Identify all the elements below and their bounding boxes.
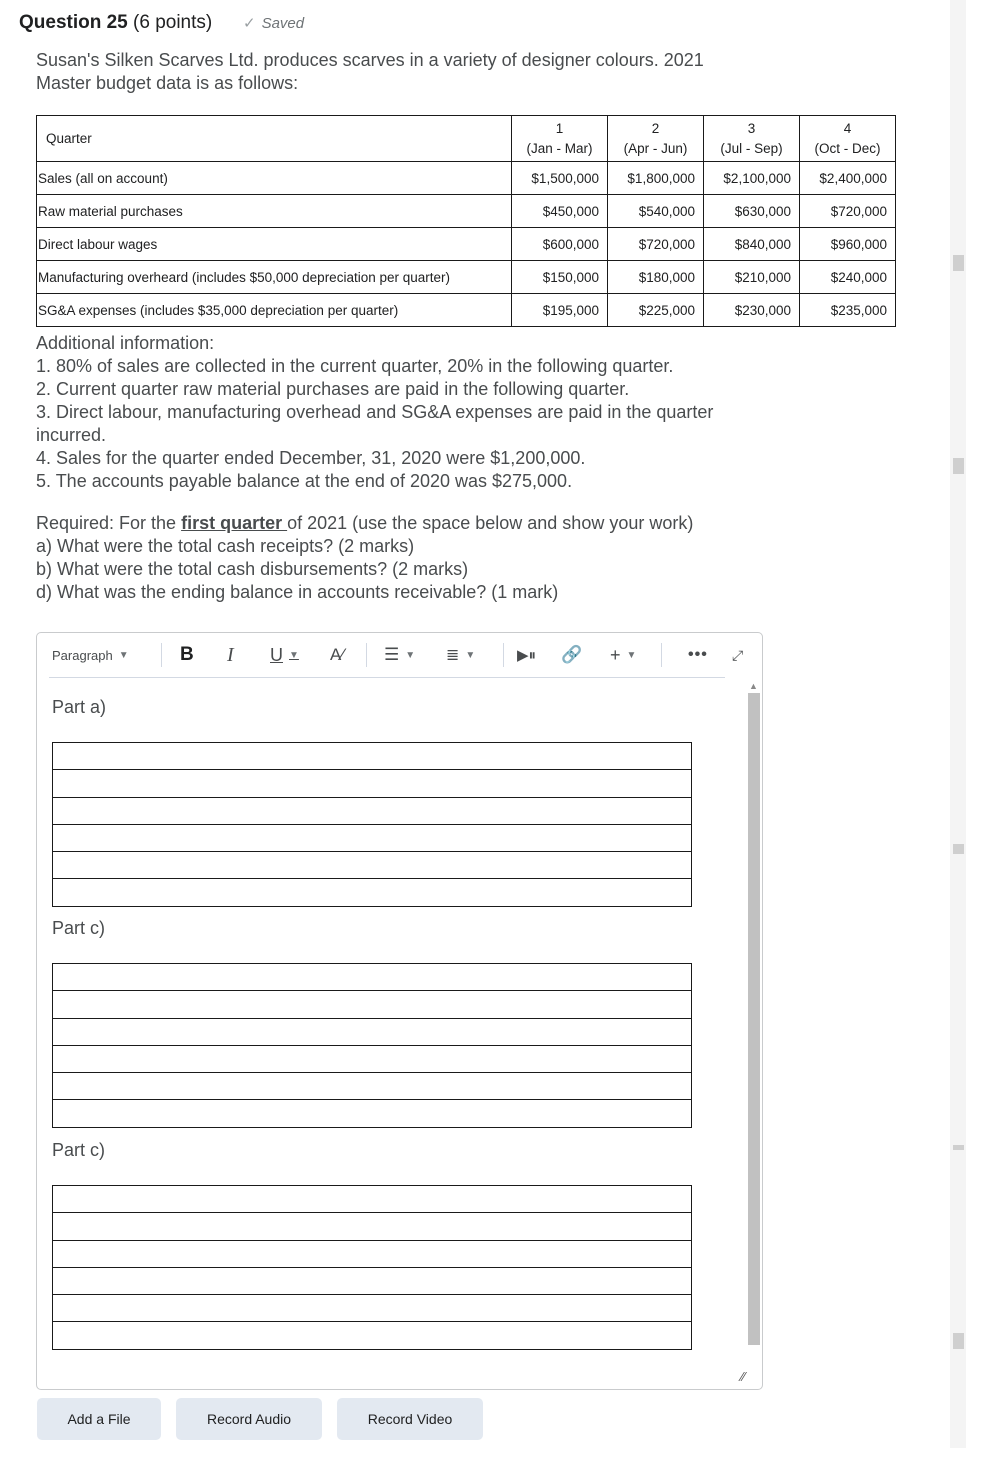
grid-cell[interactable] xyxy=(53,879,692,906)
cell-value: $1,500,000 xyxy=(512,162,608,195)
answer-grid-b[interactable] xyxy=(52,963,692,1128)
cell-value: $1,800,000 xyxy=(608,162,704,195)
header-q1: 1 (Jan - Mar) xyxy=(512,116,608,162)
scrollbar-thumb[interactable] xyxy=(748,693,760,1345)
additional-heading: Additional information: xyxy=(36,333,215,353)
editor-toolbar xyxy=(37,633,762,677)
additional-item: 3. Direct labour, manufacturing overhead and SG&A expenses are paid in the quarter incurred. xyxy=(36,402,714,445)
cell-value: $2,400,000 xyxy=(800,162,896,195)
additional-item: 5. The accounts payable balance at the end of 2020 was $275,000. xyxy=(36,471,573,491)
cell-value: $150,000 xyxy=(512,261,608,294)
answer-grid-c[interactable] xyxy=(52,1185,692,1350)
add-file-button[interactable]: Add a File xyxy=(37,1398,161,1440)
toolbar-divider xyxy=(161,643,162,667)
header-q2: 2 (Apr - Jun) xyxy=(608,116,704,162)
editor-scrollbar[interactable] xyxy=(746,681,762,1366)
saved-label: Saved xyxy=(261,15,305,32)
gutter-marker xyxy=(953,255,964,271)
cell-value: $840,000 xyxy=(704,228,800,261)
resize-handle-icon[interactable]: ⁄⁄ xyxy=(741,1369,746,1384)
header-q4: 4 (Oct - Dec) xyxy=(800,116,896,162)
grid-cell[interactable] xyxy=(53,1186,692,1213)
additional-item: 2. Current quarter raw material purchases are paid in the following quarter. xyxy=(36,379,630,399)
additional-item: 1. 80% of sales are collected in the current quarter, 20% in the following quarter. xyxy=(36,356,674,376)
align-icon[interactable]: ☰ ▼ xyxy=(384,645,416,664)
more-actions-icon[interactable]: ••• xyxy=(688,646,708,663)
question-title: Question 25 xyxy=(19,12,128,33)
toolbar-divider xyxy=(661,643,662,667)
part-c-label: Part c) xyxy=(52,918,106,938)
grid-cell[interactable] xyxy=(53,1295,692,1322)
row-label: Sales (all on account) xyxy=(37,162,512,195)
answer-grid-a[interactable] xyxy=(52,742,692,907)
header-q3: 3 (Jul - Sep) xyxy=(704,116,800,162)
gutter-marker xyxy=(953,1145,964,1150)
check-icon: ✓ xyxy=(243,15,256,32)
row-label: Raw material purchases xyxy=(37,195,512,228)
grid-cell[interactable] xyxy=(53,964,692,991)
cell-value: $450,000 xyxy=(512,195,608,228)
insert-plus-icon[interactable]: + ▼ xyxy=(610,644,637,665)
toolbar-underline xyxy=(49,677,725,678)
cell-value: $210,000 xyxy=(704,261,800,294)
grid-cell[interactable] xyxy=(53,991,692,1018)
header-quarter-label: Quarter xyxy=(37,116,512,162)
underline-button[interactable]: U ▼ xyxy=(270,644,299,665)
grid-cell[interactable] xyxy=(53,1213,692,1240)
cell-value: $630,000 xyxy=(704,195,800,228)
italic-button[interactable]: I xyxy=(227,643,234,666)
cell-value: $720,000 xyxy=(800,195,896,228)
required-item: a) What were the total cash receipts? (2 marks) xyxy=(36,536,415,556)
cell-value: $540,000 xyxy=(608,195,704,228)
font-color-icon[interactable]: A⁄ xyxy=(330,645,345,664)
grid-cell[interactable] xyxy=(53,797,692,824)
cell-value: $720,000 xyxy=(608,228,704,261)
cell-value: $240,000 xyxy=(800,261,896,294)
gutter-marker xyxy=(953,458,964,474)
chevron-down-icon: ▼ xyxy=(289,649,299,661)
table-row xyxy=(37,261,896,294)
part-a-label: Part a) xyxy=(52,697,107,717)
grid-cell[interactable] xyxy=(53,1267,692,1294)
required-item: b) What were the total cash disbursements? (2 marks) xyxy=(36,559,469,579)
page-scroll-gutter[interactable] xyxy=(950,0,966,1448)
table-row xyxy=(37,294,896,327)
fullscreen-icon[interactable]: ⤢ xyxy=(732,646,744,663)
grid-cell[interactable] xyxy=(53,770,692,797)
toolbar-divider xyxy=(366,643,367,667)
cell-value: $225,000 xyxy=(608,294,704,327)
chevron-down-icon: ▼ xyxy=(465,649,476,661)
gutter-marker xyxy=(953,844,964,854)
grid-cell[interactable] xyxy=(53,1045,692,1072)
cell-value: $2,100,000 xyxy=(704,162,800,195)
row-label: SG&A expenses (includes $35,000 depreciation per quarter) xyxy=(37,294,512,327)
grid-cell[interactable] xyxy=(53,1073,692,1100)
table-row xyxy=(37,195,896,228)
required-item: d) What was the ending balance in accounts receivable? (1 mark) xyxy=(36,582,559,602)
budget-table xyxy=(36,115,896,327)
table-row xyxy=(37,162,896,195)
question-points: (6 points) xyxy=(133,12,213,33)
chevron-down-icon: ▼ xyxy=(405,649,416,661)
paragraph-format-dropdown[interactable]: Paragraph ▼ xyxy=(52,647,129,663)
insert-media-icon[interactable]: ▶⏸ xyxy=(517,647,537,664)
required-section xyxy=(36,512,776,604)
answer-editor[interactable] xyxy=(36,632,763,1390)
chevron-down-icon: ▼ xyxy=(118,649,129,661)
additional-information xyxy=(36,332,776,493)
scroll-up-icon[interactable]: ▲ xyxy=(749,681,758,691)
grid-cell[interactable] xyxy=(53,1322,692,1349)
required-intro: Required: For the first quarter of 2021 (use the space below and show your work) xyxy=(36,513,694,533)
question-stem: Susan's Silken Scarves Ltd. produces scarves in a variety of designer colours. 2021 Master budget data is as follows: xyxy=(36,50,704,93)
chevron-down-icon: ▼ xyxy=(626,649,637,661)
grid-cell[interactable] xyxy=(53,1100,692,1127)
grid-cell[interactable] xyxy=(53,1018,692,1045)
row-label: Direct labour wages xyxy=(37,228,512,261)
cell-value: $600,000 xyxy=(512,228,608,261)
cell-value: $230,000 xyxy=(704,294,800,327)
list-icon[interactable]: ≣ ▼ xyxy=(446,647,476,664)
record-audio-button[interactable]: Record Audio xyxy=(176,1398,322,1440)
table-header-row xyxy=(37,116,896,162)
record-video-button[interactable]: Record Video xyxy=(337,1398,483,1440)
link-icon[interactable]: 🔗 xyxy=(561,645,583,664)
toolbar-divider xyxy=(503,643,504,667)
required-emphasis: first quarter xyxy=(181,513,288,533)
grid-cell[interactable] xyxy=(53,1240,692,1267)
cell-value: $235,000 xyxy=(800,294,896,327)
table-row xyxy=(37,228,896,261)
gutter-marker xyxy=(953,1333,964,1349)
part-d-label: Part c) xyxy=(52,1140,106,1160)
saved-status xyxy=(243,14,304,32)
cell-value: $195,000 xyxy=(512,294,608,327)
grid-cell[interactable] xyxy=(53,824,692,851)
additional-item: 4. Sales for the quarter ended December, 31, 2020 were $1,200,000. xyxy=(36,448,586,468)
cell-value: $960,000 xyxy=(800,228,896,261)
bold-button[interactable]: B xyxy=(180,644,194,665)
grid-cell[interactable] xyxy=(53,852,692,879)
question-header xyxy=(19,12,212,34)
cell-value: $180,000 xyxy=(608,261,704,294)
row-label: Manufacturing overheard (includes $50,000 depreciation per quarter) xyxy=(37,261,512,294)
grid-cell[interactable] xyxy=(53,743,692,770)
